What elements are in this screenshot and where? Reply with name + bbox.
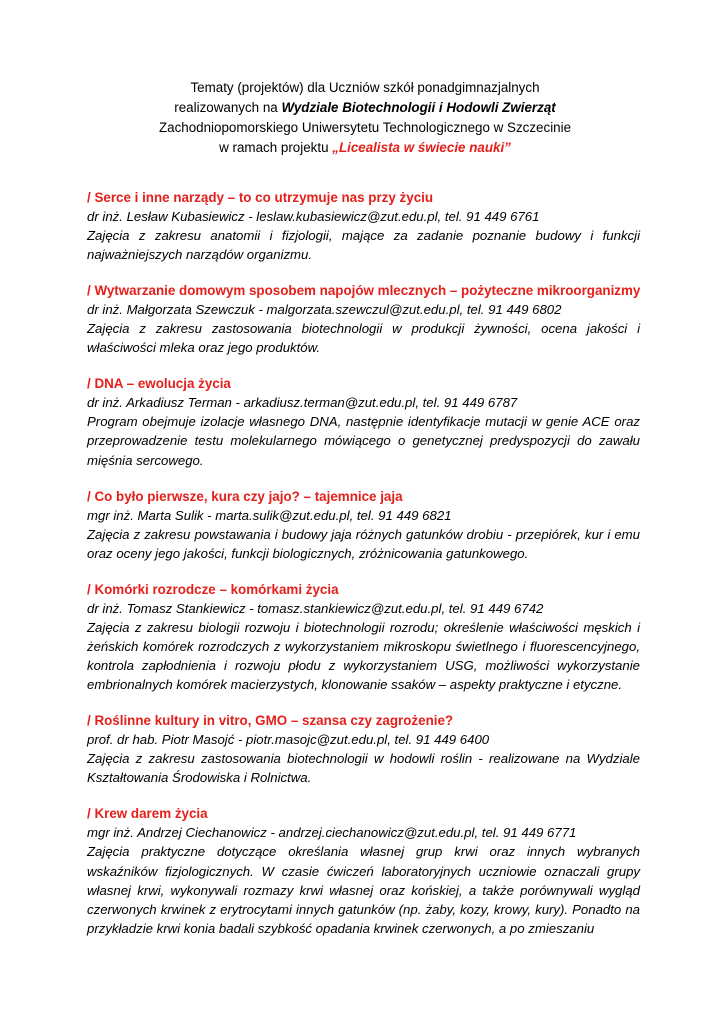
project-name: „Licealista w świecie nauki” [332,140,511,155]
topic-item [87,281,640,357]
topic-description: Zajęcia praktyczne dotyczące określania własnej grup krwi oraz innych wybranych wskaźników fizjologicznych. W czasie ćwiczeń laboratoryjnych uczniowie oznaczali grupy własnej krwi, wykonywali rozmazy krwi własnej oraz końskiej, a także porównywali wygląd czerwonych krwinek z erytrocytami innych gatunków (np. żaby, kozy, krowy, kury). Ponadto na przykładzie krwi konia badali szybkość opadania krwinek czerwonych, a po zmieszaniu [87,844,640,936]
topic-author: prof. dr hab. Piotr Masojć - piotr.masojc@zut.edu.pl, tel. 91 449 6400 [87,732,490,748]
topic-title: / Krew darem życia [87,806,208,822]
topic-author: mgr inż. Andrzej Ciechanowicz - andrzej.ciechanowicz@zut.edu.pl, tel. 91 449 6771 [87,825,577,841]
topic-title: / DNA – ewolucja życia [87,376,231,392]
topic-description: Program obejmuje izolacje własnego DNA, następnie identyfikacje mutacji w genie ACE oraz przeprowadzenie testu molekularnego mówiącego o genetycznej predyspozycji do zawału mięśnia sercowego. [87,414,640,468]
topic-title: / Komórki rozrodcze – komórkami życia [87,581,339,597]
topic-item [87,487,640,563]
topic-item [87,711,640,787]
topic-title: / Wytwarzanie domowym sposobem napojów mlecznych – pożyteczne mikroorganizmy [87,283,641,299]
header-line-2 [80,98,650,118]
topic-author: dr inż. Arkadiusz Terman - arkadiusz.terman@zut.edu.pl, tel. 91 449 6787 [87,395,518,411]
faculty-name: Wydziale Biotechnologii i Hodowli Zwierząt [281,100,556,115]
topic-author: dr inż. Tomasz Stankiewicz - tomasz.stankiewicz@zut.edu.pl, tel. 91 449 6742 [87,600,544,616]
header-line-2-prefix: realizowanych na [174,100,282,115]
topic-title: / Roślinne kultury in vitro, GMO – szansa czy zagrożenie? [87,713,454,729]
topic-item [87,188,640,264]
topic-title: / Co było pierwsze, kura czy jajo? – tajemnice jaja [87,488,403,504]
topic-author: mgr inż. Marta Sulik - marta.sulik@zut.edu.pl, tel. 91 449 6821 [87,507,452,523]
header-line-1: Tematy (projektów) dla Uczniów szkół ponadgimnazjalnych [190,80,540,95]
topic-description: Zajęcia z zakresu anatomii i fizjologii, mające za zadanie poznanie budowy i funkcji najważniejszych narządów organizmu. [87,228,640,263]
header-line-3: Zachodniopomorskiego Uniwersytetu Technologicznego w Szczecinie [158,120,572,135]
topic-item [87,804,640,937]
topic-description: Zajęcia z zakresu zastosowania biotechnologii w produkcji żywności, ocena jakości i właściwości mleka oraz jego produktów. [87,321,640,356]
topic-description: Zajęcia z zakresu powstawania i budowy jaja różnych gatunków drobiu - przepiórek, kur i emu oraz oceny jego jakości, funkcji biologicznych, zróżnicowania gatunkowego. [87,526,640,561]
topic-item [87,580,640,694]
topic-list [87,188,640,955]
topic-author: dr inż. Małgorzata Szewczuk - malgorzata.szewczul@zut.edu.pl, tel. 91 449 6802 [87,302,562,318]
topic-item [87,374,640,469]
topic-description: Zajęcia z zakresu biologii rozwoju i biotechnologii rozrodu; określenie właściwości męskich i żeńskich komórek rozrodczych z wykorzystaniem mikroskopu świetlnego i fluorescencyjnego, kontrola zapłodnienia i rozwoju płodu z wykorzystaniem USG, możliwości wykorzystanie embrionalnych komórek macierzystych, klonowanie ssaków – aspekty praktyczne i etyczne. [87,619,640,693]
topic-description: Zajęcia z zakresu zastosowania biotechnologii w hodowli roślin - realizowane na Wydziale Kształtowania Środowiska i Rolnictwa. [87,751,640,786]
topic-title: / Serce i inne narządy – to co utrzymuje nas przy życiu [87,190,434,205]
header-line-4-prefix: w ramach projektu [219,140,333,155]
header-line-4 [80,138,650,158]
topic-author: dr inż. Lesław Kubasiewicz - leslaw.kubasiewicz@zut.edu.pl, tel. 91 449 6761 [87,209,540,224]
document-header [80,78,650,158]
